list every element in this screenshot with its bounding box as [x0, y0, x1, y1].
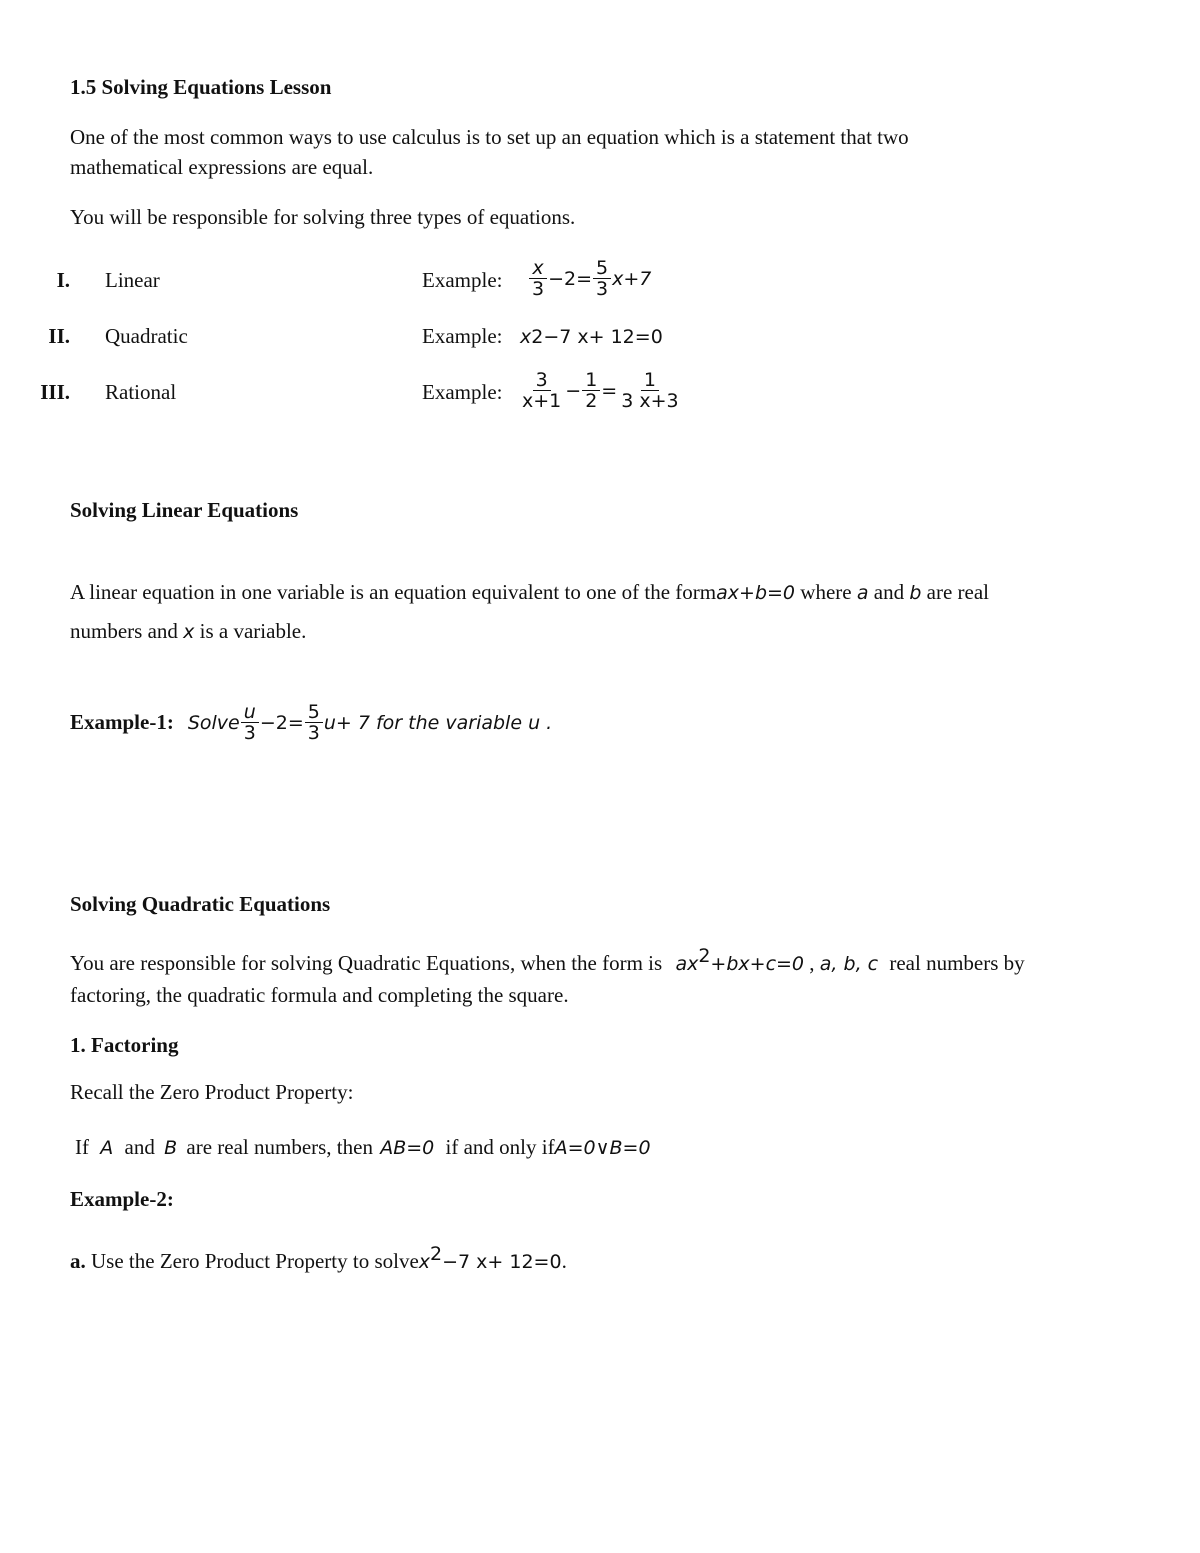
zpp-text: if and only if — [445, 1135, 555, 1159]
equation-tail: x+7 — [612, 267, 652, 290]
recall-text: Recall the Zero Product Property: — [70, 1080, 354, 1104]
coefficients: a, b, c — [819, 953, 879, 975]
denominator: 3 x+3 — [621, 390, 679, 412]
example-2-label: Example-2: — [70, 1187, 174, 1211]
denominator: 3 — [532, 278, 545, 300]
quadratic-line-1 — [70, 945, 1025, 979]
variable-x: x — [183, 621, 195, 643]
variable-A: A — [100, 1137, 114, 1159]
type-linear: Linear — [105, 268, 160, 292]
example-1 — [70, 702, 552, 743]
quadratic-example-equation: x 2 −7 x+ 12=0 — [520, 326, 663, 348]
numerator: 1 — [582, 370, 600, 391]
numeral-2: II. — [48, 324, 70, 348]
definition-text: is a variable. — [194, 619, 307, 643]
denominator: 3 — [243, 722, 256, 744]
zpp-text: and — [124, 1135, 155, 1159]
type-rational: Rational — [105, 380, 177, 404]
definition-text: and — [868, 580, 910, 604]
zpp-text: If — [75, 1135, 89, 1159]
denominator: 3 — [307, 722, 320, 744]
exponent: 2 — [430, 1243, 443, 1265]
fraction — [593, 258, 611, 299]
linear-section-heading: Solving Linear Equations — [70, 498, 299, 522]
definition-text: where — [795, 580, 857, 604]
form-base: ax — [675, 953, 699, 975]
fraction — [529, 258, 547, 299]
solve-word: Solve — [187, 711, 240, 734]
zero-product-property — [75, 1132, 651, 1163]
variable-b: b — [909, 582, 922, 604]
definition-text: A linear equation in one variable is an equation equivalent to one of the form — [70, 580, 717, 604]
equation-middle: −2= — [548, 267, 593, 290]
variable-B: B — [164, 1137, 178, 1159]
fraction — [519, 370, 564, 411]
intro-line-1: One of the most common ways to use calculus is to set up an equation which is a statement that two — [70, 125, 909, 149]
numeral-3: III. — [40, 380, 70, 404]
intro-line-2: mathematical expressions are equal. — [70, 155, 374, 179]
denominator: x+1 — [522, 390, 562, 412]
definition-text: are real — [921, 580, 989, 604]
lesson-title: 1.5 Solving Equations Lesson — [70, 75, 332, 99]
quadratic-text: real numbers by — [889, 951, 1025, 975]
equation-rest: −7 x+ 12=0 — [442, 1251, 562, 1273]
denominator: 3 — [596, 278, 609, 300]
zpp-text: are real numbers, then — [186, 1135, 373, 1159]
equation-rest: −7 x+ 12=0 — [543, 326, 663, 348]
comma: , — [809, 951, 815, 975]
equation-tail: u+ 7 for the variable u . — [323, 711, 553, 734]
numerator: 1 — [641, 370, 659, 391]
example-1-label: Example-1: — [70, 710, 174, 734]
responsible-text: You will be responsible for solving three types of equations. — [70, 205, 576, 229]
numerator: 3 — [533, 370, 551, 391]
numerator: u — [241, 702, 259, 723]
part-a-label: a. — [70, 1249, 86, 1273]
exponent: 2 — [698, 945, 711, 967]
variable-x: x — [418, 1251, 431, 1273]
fraction — [241, 702, 259, 743]
denominator: 2 — [585, 390, 598, 412]
period: . — [561, 1249, 567, 1273]
type-quadratic: Quadratic — [105, 324, 188, 348]
rational-example-equation — [518, 370, 683, 411]
linear-definition-line-1 — [70, 577, 989, 608]
fraction — [582, 370, 600, 411]
product-equation: AB=0 — [380, 1137, 435, 1159]
variable-a: a — [856, 582, 869, 604]
linear-definition-line-2 — [70, 616, 306, 647]
quadratic-section-heading: Solving Quadratic Equations — [70, 892, 331, 916]
linear-example-equation — [528, 258, 651, 299]
numerator: x — [529, 258, 546, 279]
numerator: 5 — [305, 702, 323, 723]
example-2a-text: Use the Zero Product Property to solve — [85, 1249, 419, 1273]
example-label-quadratic: Example: — [422, 324, 503, 348]
fraction — [305, 702, 323, 743]
zpp-condition: A=0∨B=0 — [554, 1137, 651, 1159]
quadratic-text: You are responsible for solving Quadratic Equations, when the form is — [70, 951, 663, 975]
numeral-1: I. — [56, 268, 70, 292]
quadratic-line-2: factoring, the quadratic formula and completing the square. — [70, 983, 569, 1007]
example-label-linear: Example: — [422, 268, 503, 292]
form-rest: +bx+c=0 — [710, 953, 805, 975]
factoring-heading: 1. Factoring — [70, 1033, 179, 1057]
operator: = — [601, 379, 618, 402]
linear-form-equation: ax+b=0 — [716, 582, 796, 604]
definition-text: numbers and — [70, 619, 184, 643]
variable-x: x — [520, 326, 532, 348]
numerator: 5 — [593, 258, 611, 279]
example-label-rational: Example: — [422, 380, 503, 404]
operator: − — [565, 379, 582, 402]
example-2a — [70, 1243, 567, 1277]
fraction — [618, 370, 681, 411]
equation-middle: −2= — [259, 711, 304, 734]
